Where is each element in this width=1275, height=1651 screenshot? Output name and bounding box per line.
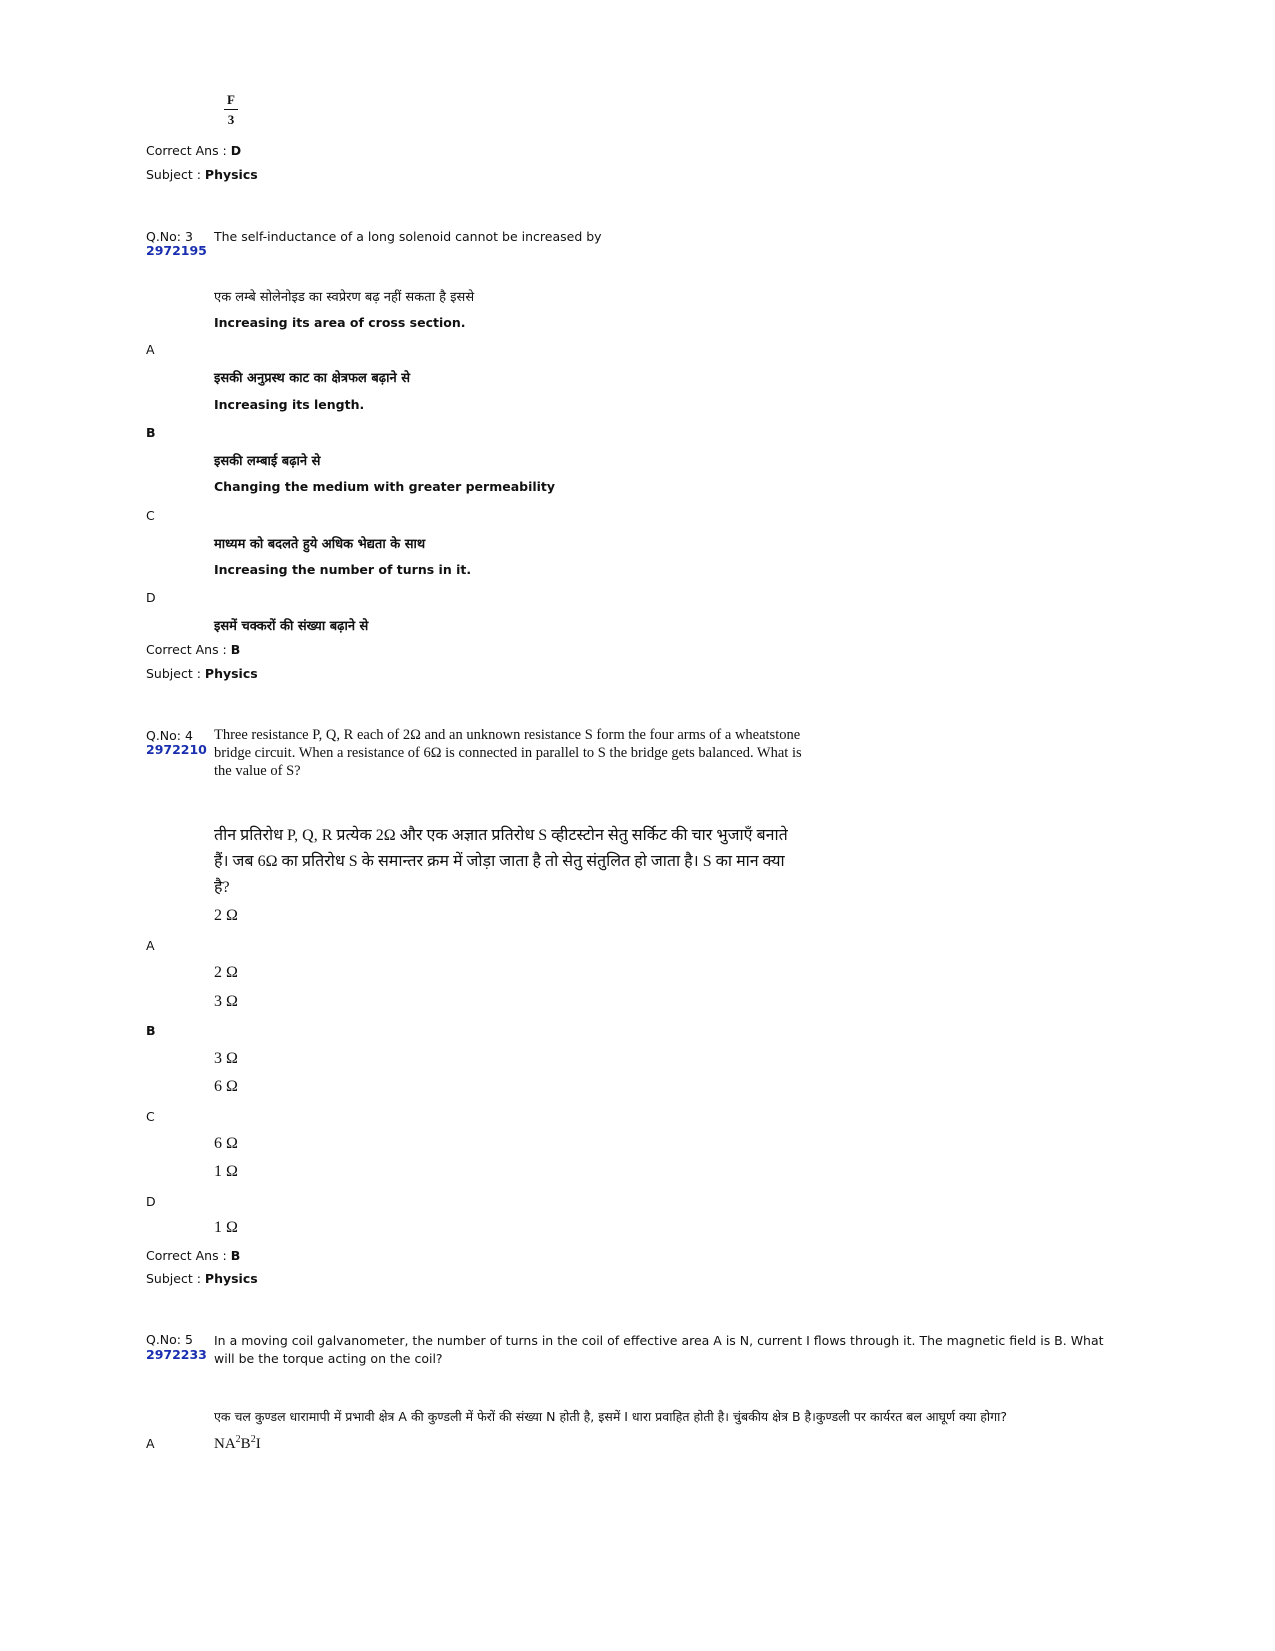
q4-option-d-hi: 1 Ω xyxy=(214,1219,238,1236)
q5-text-en xyxy=(214,1332,1104,1368)
q4-option-b-hi: 3 Ω xyxy=(214,1050,238,1067)
subject-value: Physics xyxy=(204,167,258,182)
q4-id: 2972210 xyxy=(146,742,207,757)
q4-number: Q.No: 4 xyxy=(146,728,193,743)
q4-option-a-letter: A xyxy=(146,938,155,953)
q3-option-c-en: Changing the medium with greater permeability xyxy=(214,479,556,494)
fraction-bar xyxy=(224,109,238,110)
q3-option-d-letter: D xyxy=(146,590,156,605)
q3-option-c-letter: C xyxy=(146,508,155,523)
fraction-denominator: 3 xyxy=(227,112,235,127)
q3-subject xyxy=(146,666,258,681)
q4-option-a-en: 2 Ω xyxy=(214,907,238,924)
q3-option-a-hi: इसकी अनुप्रस्थ काट का क्षेत्रफल बढ़ाने से xyxy=(214,371,411,386)
q3-option-b-hi: इसकी लम्बाई बढ़ाने से xyxy=(214,454,321,469)
q5-text-hi: एक चल कुण्डल धारामापी में प्रभावी क्षेत्र A की कुण्डली में फेरों की संख्या N होती है, इसमें I धारा प्रवाहित होती है। चुंबकीय क्षेत्र B है।कुण्डली पर कार्यरत बल आघूर्ण क्या होगा? xyxy=(214,1409,1007,1424)
subject-label: Subject : xyxy=(146,167,201,182)
q3-option-d-en: Increasing the number of turns in it. xyxy=(214,562,472,577)
q5-text-en-line2: will be the torque acting on the coil? xyxy=(214,1351,443,1366)
q3-option-b-en: Increasing its length. xyxy=(214,397,365,412)
q2-correct-answer xyxy=(146,143,241,158)
q4-option-c-letter: C xyxy=(146,1109,155,1124)
q3-text-en: The self-inductance of a long solenoid cannot be increased by xyxy=(214,229,602,244)
q4-option-b-letter: B xyxy=(146,1023,156,1038)
q3-option-d-hi: इसमें चक्करों की संख्या बढ़ाने से xyxy=(214,619,369,634)
q4-text-en-line1: Three resistance P, Q, R each of 2Ω and an unknown resistance S form the four arms of a wheatstone xyxy=(214,727,801,743)
formula-exponent: 2 xyxy=(235,1434,241,1445)
correct-value: D xyxy=(230,143,242,158)
q5-option-a-letter: A xyxy=(146,1436,155,1451)
formula-part: B xyxy=(240,1436,251,1452)
q4-correct-answer xyxy=(146,1248,240,1263)
q4-text-hi-line2: हैं। जब 6Ω का प्रतिरोध S के समान्तर क्रम में जोड़ा जाता है तो सेतु संतुलित हो जाता है। S का मान क्या xyxy=(214,853,785,870)
q4-option-c-hi: 6 Ω xyxy=(214,1135,238,1152)
q4-option-a-hi: 2 Ω xyxy=(214,964,238,981)
subject-value: Physics xyxy=(204,1271,258,1286)
q2-subject xyxy=(146,167,258,182)
q4-text-hi xyxy=(214,823,788,901)
q3-id: 2972195 xyxy=(146,243,207,258)
q4-text-hi-line3: है? xyxy=(214,879,230,896)
fraction-numerator: F xyxy=(227,92,235,107)
q3-number: Q.No: 3 xyxy=(146,229,193,244)
q3-option-a-letter: A xyxy=(146,342,155,357)
q3-option-b-letter: B xyxy=(146,425,156,440)
q5-option-a-formula xyxy=(214,1434,261,1453)
correct-label: Correct Ans : xyxy=(146,642,227,657)
formula-exponent: 2 xyxy=(250,1434,256,1445)
q5-text-en-line1: In a moving coil galvanometer, the number of turns in the coil of effective area A is N, current I flows through it. The magnetic field is B. What xyxy=(214,1333,1104,1348)
correct-label: Correct Ans : xyxy=(146,1248,227,1263)
q4-text-hi-line1: तीन प्रतिरोध P, Q, R प्रत्येक 2Ω और एक अज्ञात प्रतिरोध S व्हीटस्टोन सेतु सर्किट की चार भुजाएँ बनाते xyxy=(214,827,788,844)
formula-part: I xyxy=(255,1436,261,1452)
subject-label: Subject : xyxy=(146,1271,201,1286)
q3-option-a-en: Increasing its area of cross section. xyxy=(214,315,466,330)
q5-id: 2972233 xyxy=(146,1347,207,1362)
correct-value: B xyxy=(230,1248,241,1263)
q3-option-c-hi: माध्यम को बदलते हुये अधिक भेद्यता के साथ xyxy=(214,537,426,552)
q4-text-en xyxy=(214,726,802,780)
q3-text-hi: एक लम्बे सोलेनोइड का स्वप्रेरण बढ़ नहीं सकता है इससे xyxy=(214,290,475,305)
q4-option-c-en: 6 Ω xyxy=(214,1078,238,1095)
q5-number: Q.No: 5 xyxy=(146,1332,193,1347)
q4-subject xyxy=(146,1271,258,1286)
correct-label: Correct Ans : xyxy=(146,143,227,158)
option-d-fraction xyxy=(224,92,238,127)
q4-text-en-line2: bridge circuit. When a resistance of 6Ω is connected in parallel to S the bridge gets balanced. What is xyxy=(214,745,802,761)
q4-option-d-letter: D xyxy=(146,1194,156,1209)
q4-option-b-en: 3 Ω xyxy=(214,993,238,1010)
subject-value: Physics xyxy=(204,666,258,681)
correct-value: B xyxy=(230,642,241,657)
subject-label: Subject : xyxy=(146,666,201,681)
q4-text-en-line3: the value of S? xyxy=(214,763,301,779)
q3-correct-answer xyxy=(146,642,240,657)
q4-option-d-en: 1 Ω xyxy=(214,1163,238,1180)
formula-part: NA xyxy=(214,1436,236,1452)
